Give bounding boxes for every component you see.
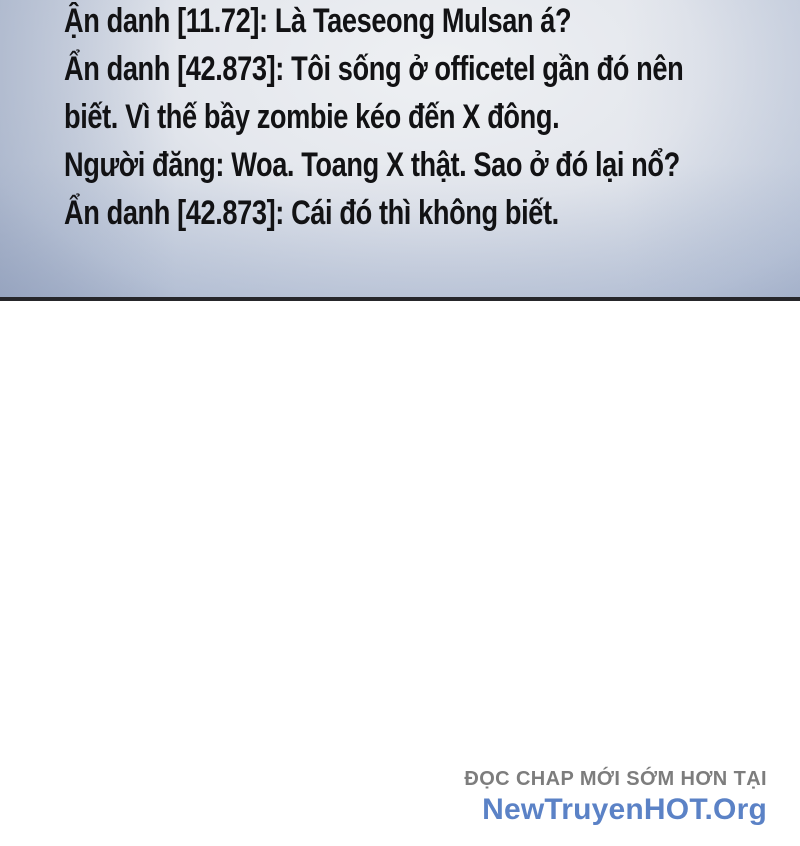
- chat-line: Ẩn danh [42.873]: Cái đó thì không biết.: [64, 194, 559, 232]
- chat-line: Ận danh [11.72]: Là Taeseong Mulsan á?: [64, 2, 572, 40]
- chat-text-block: [64, 0, 683, 237]
- watermark-tagline: ĐỌC CHAP MỚI SỚM HƠN TẠI: [464, 768, 767, 790]
- chat-panel: [0, 0, 800, 301]
- watermark-site-name: NewTruyenHOT.Org: [482, 793, 767, 826]
- chat-line: Ẩn danh [42.873]: Tôi sống ở officetel gần đó nên: [64, 50, 684, 88]
- chat-line: biết. Vì thế bầy zombie kéo đến X đông.: [64, 98, 560, 136]
- chat-line: Người đăng: Woa. Toang X thật. Sao ở đó lại nổ?: [64, 146, 680, 184]
- watermark: [464, 766, 767, 826]
- page-gap: [0, 301, 800, 846]
